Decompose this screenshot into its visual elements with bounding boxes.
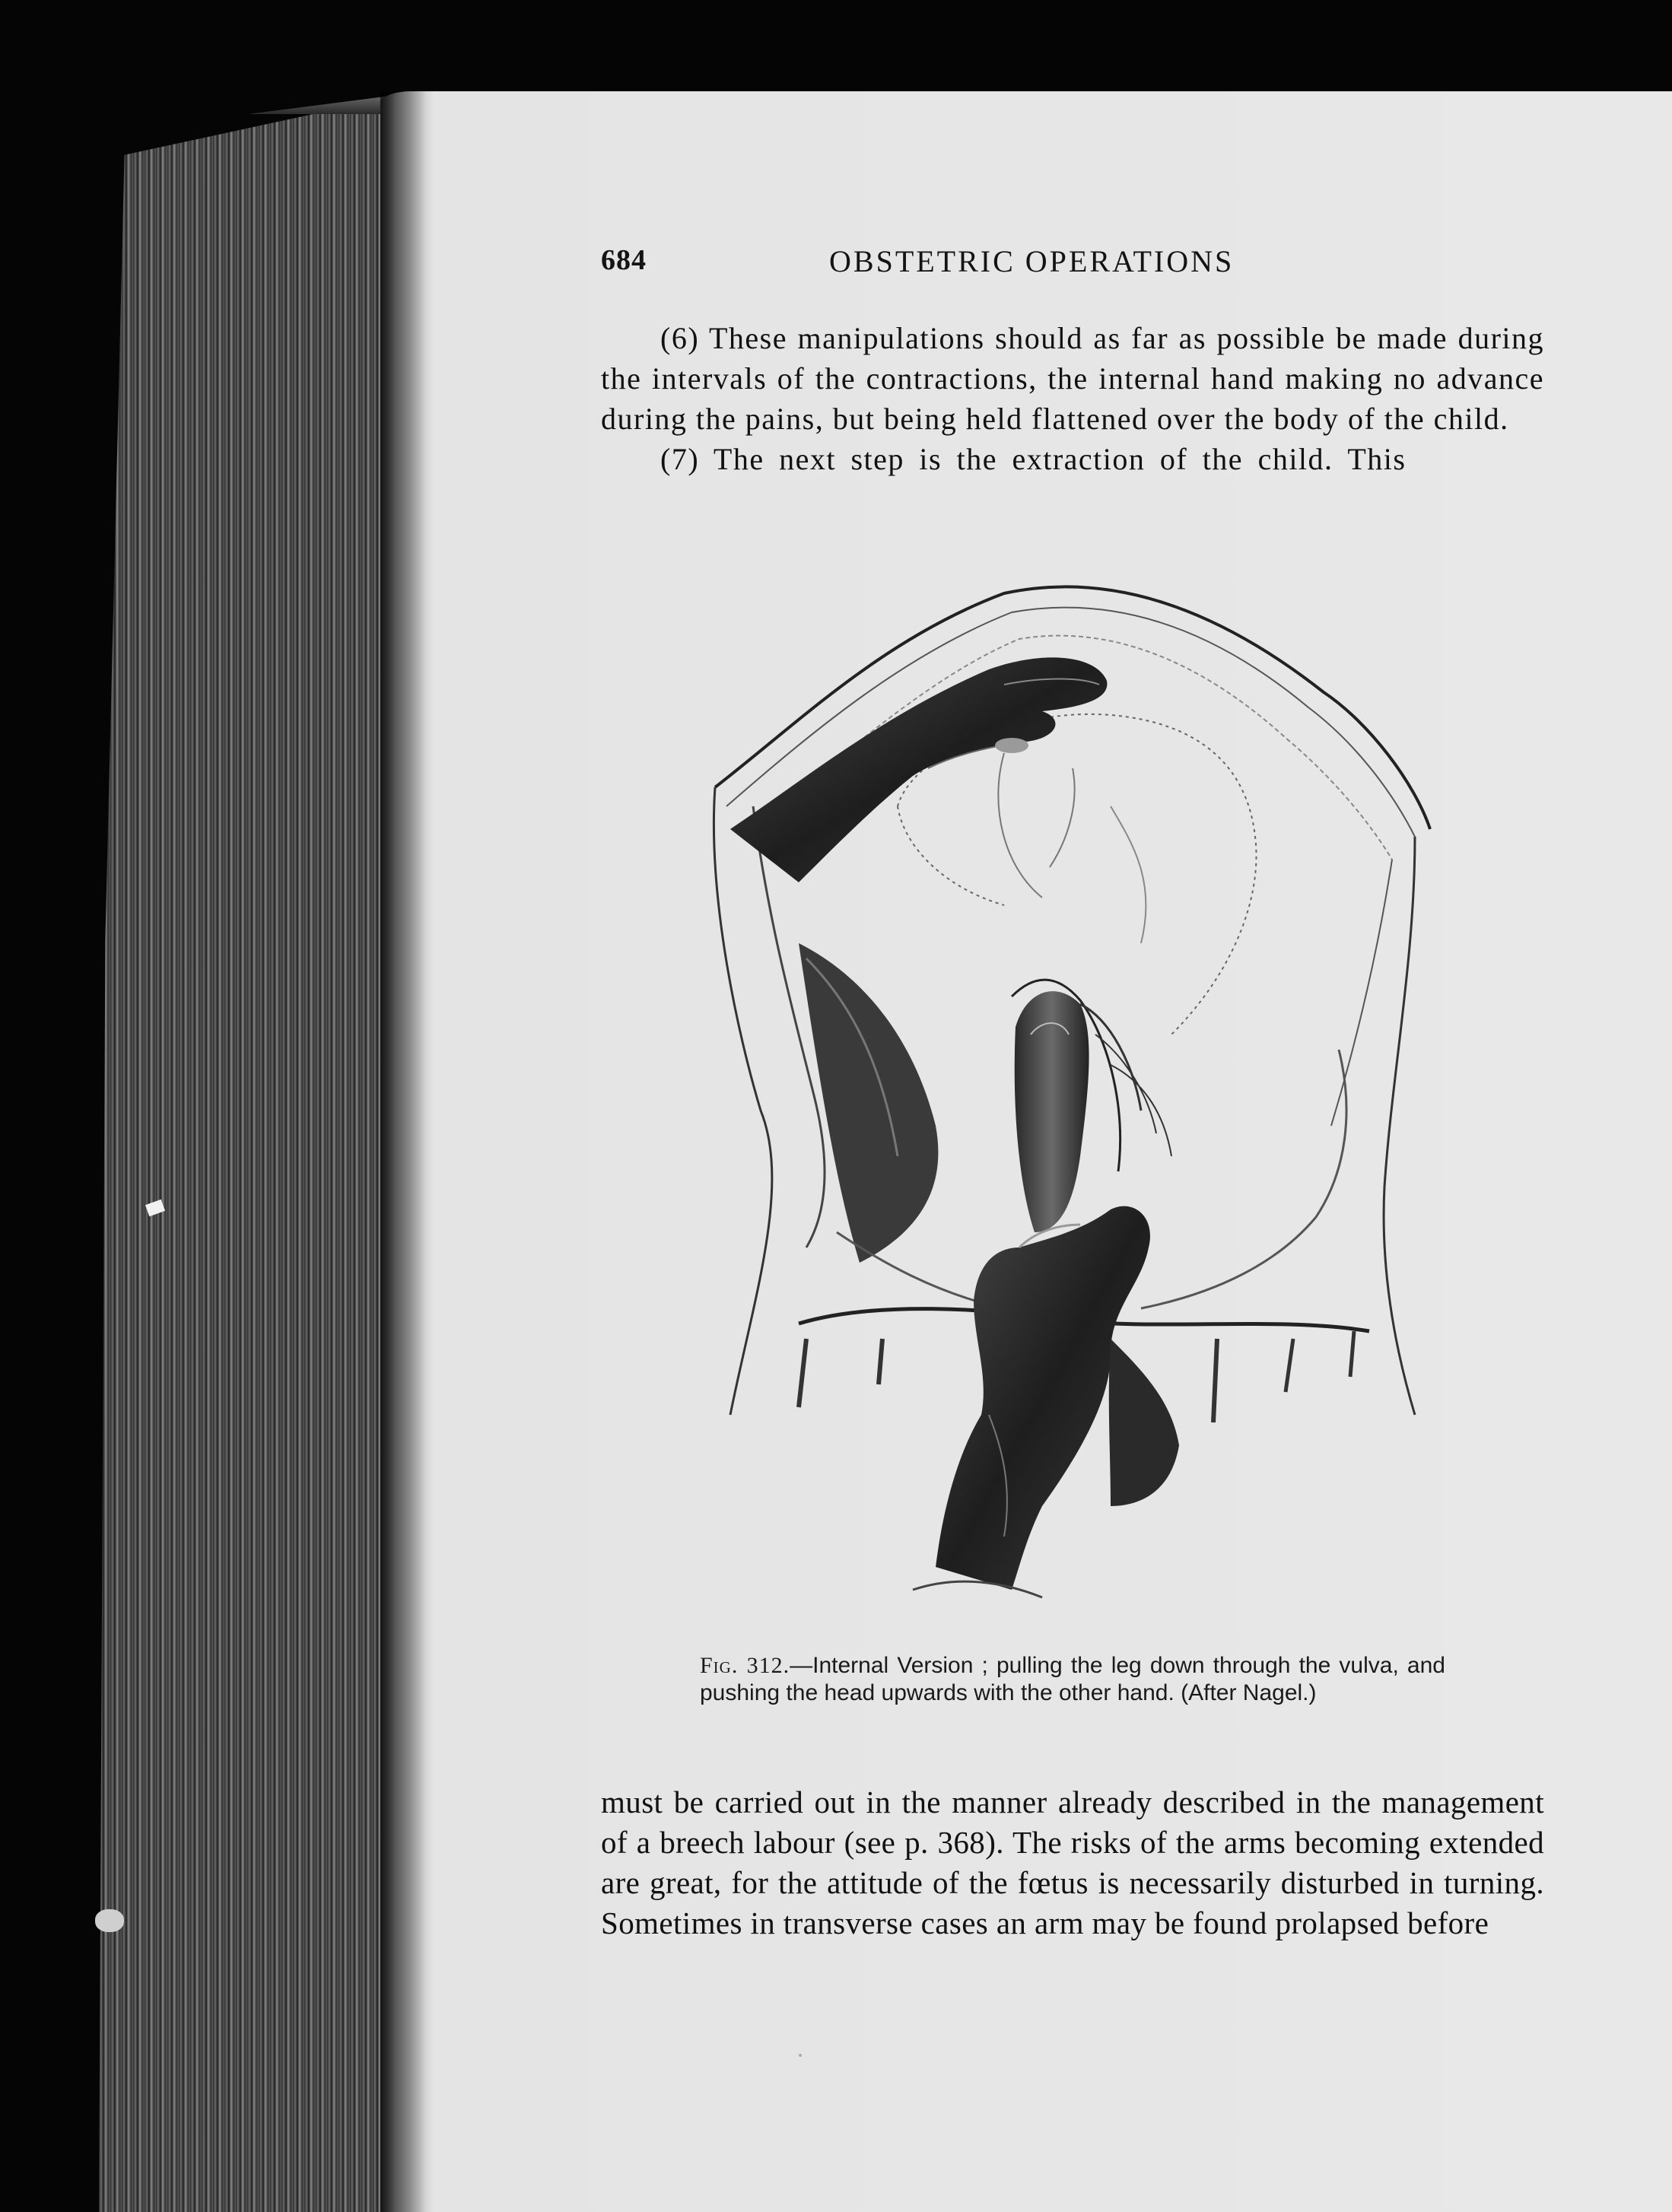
page-title: OBSTETRIC OPERATIONS [829,244,1235,278]
paragraph-6: (6) These manipulations should as far as possible be made during the intervals of the contractions, the internal hand making no advance during the pains, but being held flattened over the body of the child. [601,321,1544,436]
page-number: 684 [601,244,647,276]
paragraph-7: (7) The next step is the extraction of the child. This [660,442,1407,476]
figure-label: Fig. 312. [700,1653,790,1678]
continuation-paragraph: must be carried out in the manner already described in the management of a breech labour (see p. 368). The risks of the arms becoming extended are great, for the attitude of the fœtus is necessarily disturbed in turning. Sometimes in transverse cases an arm may be found prolapsed before [601,1785,1544,1940]
book-page-edges [99,91,418,2212]
dust-speck [799,2054,802,2057]
paper-speck-2 [95,1909,124,1932]
gutter-shadow [380,91,426,2212]
internal-version-drawing [685,578,1445,1620]
lower-text-block [601,1782,1544,1943]
figure-illustration [685,578,1445,1620]
running-head [601,243,1537,289]
figure-caption-text: —Internal Version ; pulling the leg down through the vulva, and pushing the head upwards with the other hand. (After Nagel.) [700,1653,1445,1705]
upper-text-block [601,318,1544,479]
figure-caption [700,1652,1445,1707]
